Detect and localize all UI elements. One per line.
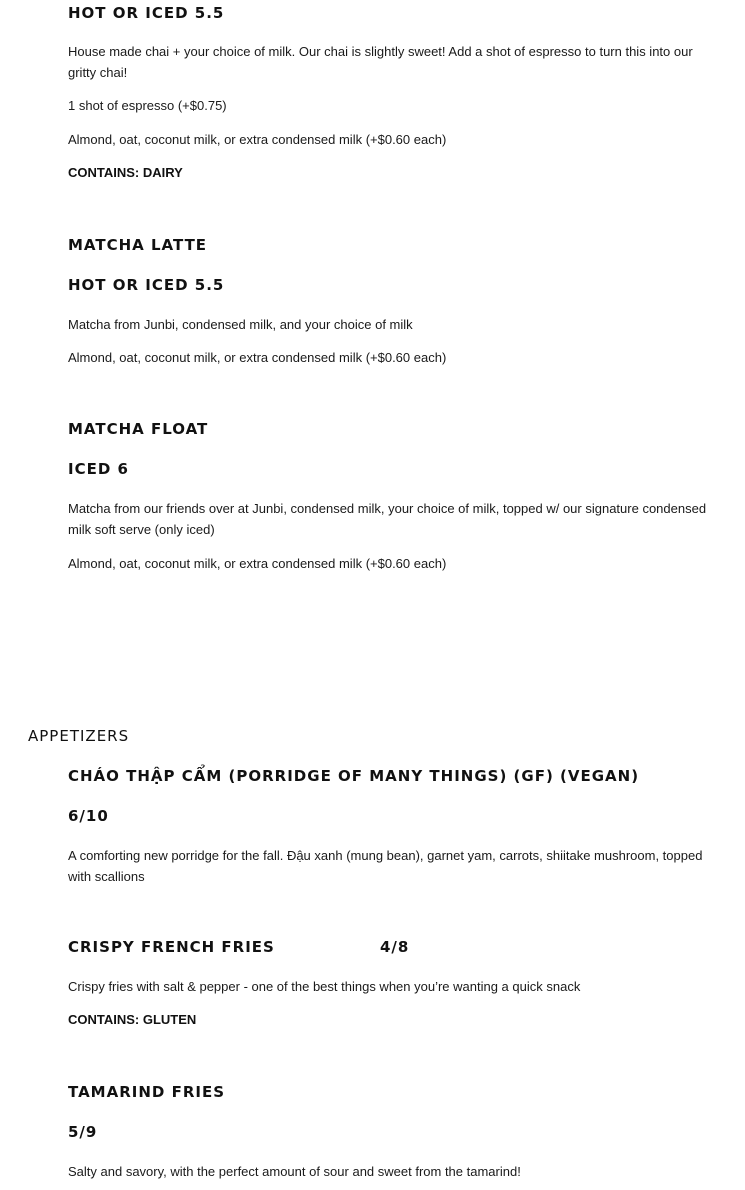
matcha-float-description: Matcha from our friends over at Junbi, condensed milk, your choice of milk, topped w/ our signature condensed milk soft serve (only iced) xyxy=(68,501,707,537)
tamarind-fries-price: 5/9 xyxy=(68,1123,98,1141)
matcha-float-milk-addon: Almond, oat, coconut milk, or extra condensed milk (+$0.60 each) xyxy=(68,556,447,571)
french-fries-description: Crispy fries with salt & pepper - one of the best things when you’re wanting a quick snack xyxy=(68,979,581,994)
french-fries-price: 4/8 xyxy=(380,938,410,956)
matcha-float-name: MATCHA FLOAT xyxy=(68,420,209,438)
matcha-latte-name: MATCHA LATTE xyxy=(68,236,208,254)
chai-description: House made chai + your choice of milk. Our chai is slightly sweet! Add a shot of espresso to turn this into our gritty chai! xyxy=(68,44,693,80)
tamarind-fries-description: Salty and savory, with the perfect amount of sour and sweet from the tamarind! xyxy=(68,1164,521,1179)
section-title-appetizers: APPETIZERS xyxy=(28,727,130,745)
chai-contains-note: CONTAINS: DAIRY xyxy=(68,165,183,180)
matcha-latte-description: Matcha from Junbi, condensed milk, and your choice of milk xyxy=(68,317,413,332)
porridge-description: A comforting new porridge for the fall. Đậu xanh (mung bean), garnet yam, carrots, shiitake mushroom, topped with scallions xyxy=(68,848,703,884)
porridge-name: CHÁO THẬP CẨM (PORRIDGE OF MANY THINGS) (GF) (VEGAN) xyxy=(68,767,640,785)
french-fries-name: CRISPY FRENCH FRIES xyxy=(68,938,275,956)
chai-price-heading: HOT OR ICED 5.5 xyxy=(68,4,225,22)
tamarind-fries-name: TAMARIND FRIES xyxy=(68,1083,225,1101)
matcha-float-price: ICED 6 xyxy=(68,460,129,478)
matcha-latte-price: HOT OR ICED 5.5 xyxy=(68,276,225,294)
chai-milk-addon: Almond, oat, coconut milk, or extra condensed milk (+$0.60 each) xyxy=(68,132,447,147)
matcha-latte-milk-addon: Almond, oat, coconut milk, or extra condensed milk (+$0.60 each) xyxy=(68,350,447,365)
chai-espresso-addon: 1 shot of espresso (+$0.75) xyxy=(68,98,227,113)
porridge-price: 6/10 xyxy=(68,807,109,825)
french-fries-contains-note: CONTAINS: GLUTEN xyxy=(68,1012,197,1027)
